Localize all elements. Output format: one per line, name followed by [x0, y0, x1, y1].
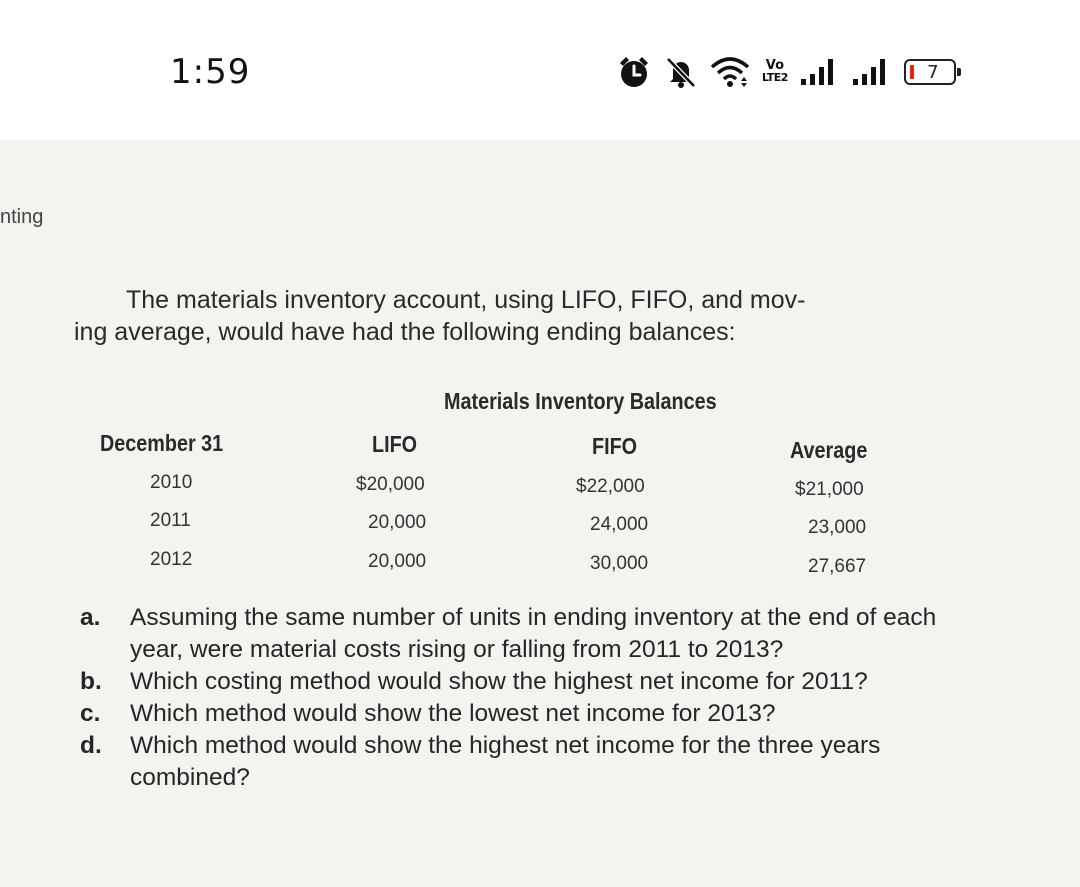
signal-icon	[852, 57, 892, 87]
alarm-icon	[616, 54, 652, 90]
column-header-fifo: FIFO	[592, 433, 638, 459]
question-text: Assuming the same number of units in ending inventory at the end of each year, were material costs rising or falling from 2011 to 2013?	[130, 604, 937, 663]
volte-label: Vo	[765, 58, 785, 73]
wifi-icon	[710, 55, 750, 89]
column-header-lifo: LIFO	[372, 431, 418, 457]
question-letter: c.	[80, 700, 101, 727]
bell-off-icon	[664, 55, 698, 89]
battery-level-fill	[910, 65, 914, 79]
question-item	[80, 730, 950, 794]
table-cell: 30,000	[590, 553, 649, 574]
table-cell: $21,000	[795, 479, 864, 500]
question-letter: b.	[80, 668, 102, 695]
table-cell: 2011	[150, 510, 191, 531]
signal-icon	[800, 57, 840, 87]
status-bar	[0, 0, 1080, 140]
question-item	[80, 698, 950, 730]
table-cell: $20,000	[356, 474, 425, 495]
table-cell: 20,000	[368, 551, 427, 572]
question-letter: d.	[80, 732, 102, 759]
table-title: Materials Inventory Balances	[444, 388, 717, 414]
question-list	[80, 602, 950, 794]
battery-level: 7	[927, 61, 939, 83]
question-text: Which method would show the lowest net income for 2013?	[130, 700, 776, 727]
table-cell: 2012	[150, 549, 193, 570]
table-cell: 23,000	[808, 517, 867, 538]
side-text-fragment: nting	[0, 206, 44, 228]
intro-line: ing average, would have had the following ending balances:	[74, 318, 736, 346]
table-cell: 2010	[150, 472, 193, 493]
table-cell: $22,000	[576, 476, 645, 497]
battery-icon	[904, 59, 956, 85]
question-item	[80, 666, 950, 698]
question-text: Which costing method would show the highest net income for 2011?	[130, 668, 868, 695]
table-cell: 27,667	[808, 556, 867, 577]
status-icons	[616, 52, 956, 92]
question-item	[80, 602, 950, 666]
column-header-december-31: December 31	[100, 430, 224, 456]
lte-label: LTE2	[762, 71, 788, 84]
question-text: Which method would show the highest net income for the three years combined?	[130, 732, 881, 791]
table-cell: 24,000	[590, 514, 649, 535]
table-cell: 20,000	[368, 512, 427, 533]
document-page	[0, 140, 1080, 887]
intro-line: The materials inventory account, using LIFO, FIFO, and mov-	[126, 286, 806, 314]
question-letter: a.	[80, 604, 101, 631]
volte-lte2-icon	[762, 60, 788, 84]
status-time: 1:59	[170, 52, 251, 92]
intro-paragraph	[74, 284, 954, 348]
column-header-average: Average	[790, 437, 868, 463]
